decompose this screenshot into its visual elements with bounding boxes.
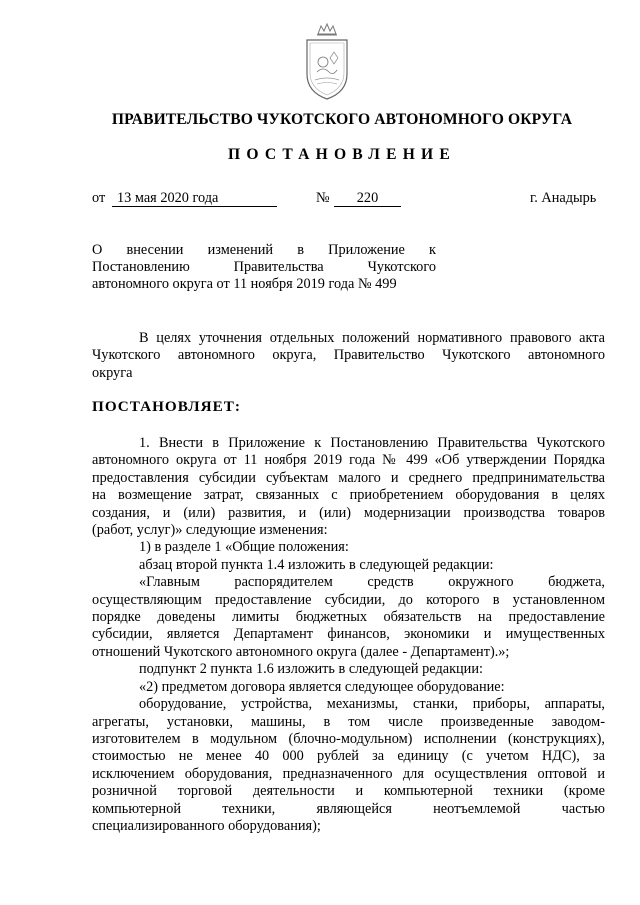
body-line: предоставления субсидии субъектам малого и среднего предпринимательства (92, 469, 605, 486)
body-line: «2) предметом договора является следующее оборудование: (139, 678, 505, 695)
body-line: на возмещение затрат, связанных с приобретением оборудования в целях (92, 487, 605, 504)
body-line: стоимостью не менее 40 000 рублей за единицу (с учетом НДС), за (92, 748, 605, 765)
body-line: розничной торговой деятельности и компьютерной техники (кроме (92, 783, 605, 800)
body-line: 1. Внести в Приложение к Постановлению Правительства Чукотского (139, 435, 605, 451)
body-line: изготовителем в модульном (блочно-модульном) исполнении (конструкциях), (92, 730, 605, 747)
preamble-line: округа (92, 364, 133, 381)
preamble-line: В целях уточнения отдельных положений нормативного правового акта (139, 330, 605, 346)
body-line: компьютерной техники, являющейся неотъемлемой частью (92, 800, 605, 817)
body-line: оборудование, устройства, механизмы, станки, приборы, аппараты, (139, 696, 605, 713)
document-subject (92, 242, 436, 294)
body-line: «Главным распорядителем средств окружного бюджета, (139, 574, 605, 591)
body-line: создания, и (или) развития, и (или) модернизации производства товаров (92, 504, 605, 521)
preamble (92, 330, 605, 382)
body-line: подпункт 2 пункта 1.6 изложить в следующей редакции: (139, 661, 483, 678)
body-line: субсидии, является Департамент финансов, экономики и имущественных (92, 626, 605, 643)
resolve-heading: ПОСТАНОВЛЯЕТ: (92, 398, 241, 415)
preamble-line: Чукотского автономного округа, Правительство Чукотского автономного (92, 347, 605, 364)
resolution-body (92, 435, 605, 835)
number-field (334, 190, 401, 207)
number-value: 220 (334, 190, 401, 207)
government-title: ПРАВИТЕЛЬСТВО ЧУКОТСКОГО АВТОНОМНОГО ОКРУГА (111, 111, 573, 128)
body-line: специализированного оборудования); (92, 817, 321, 834)
body-line: абзац второй пункта 1.4 изложить в следующей редакции: (139, 556, 494, 573)
body-line: осуществляющим предоставление субсидии, до которого в установленном (92, 591, 605, 608)
date-label: от (92, 190, 106, 206)
subject-line: Постановлению Правительства Чукотского (92, 259, 436, 276)
document-type-title: ПОСТАНОВЛЕНИЕ (228, 146, 456, 163)
body-line: отношений Чукотского автономного округа (далее - Департамент).»; (92, 643, 510, 660)
date-value: 13 мая 2020 года (112, 190, 277, 207)
body-line: 1) в разделе 1 «Общие положения: (139, 539, 349, 556)
body-line: (работ, услуг)» следующие изменения: (92, 522, 328, 539)
subject-line: автономного округа от 11 ноября 2019 года № 499 (92, 276, 397, 293)
number-label: № (316, 190, 330, 206)
body-line: автономного округа от 11 ноября 2019 года № 499 «Об утверждении Порядка (92, 452, 605, 469)
subject-line: О внесении изменений в Приложение к (92, 242, 436, 258)
body-line: порядке доведены лимиты бюджетных обязательств на предоставление (92, 609, 605, 626)
city: г. Анадырь (530, 190, 597, 206)
date-field (112, 190, 277, 207)
body-line: агрегаты, установки, машины, в том числе произведенные заводом- (92, 713, 605, 730)
body-line: исключением оборудования, предназначенного для осуществления оптовой и (92, 765, 605, 782)
coat-of-arms-emblem (303, 22, 351, 102)
